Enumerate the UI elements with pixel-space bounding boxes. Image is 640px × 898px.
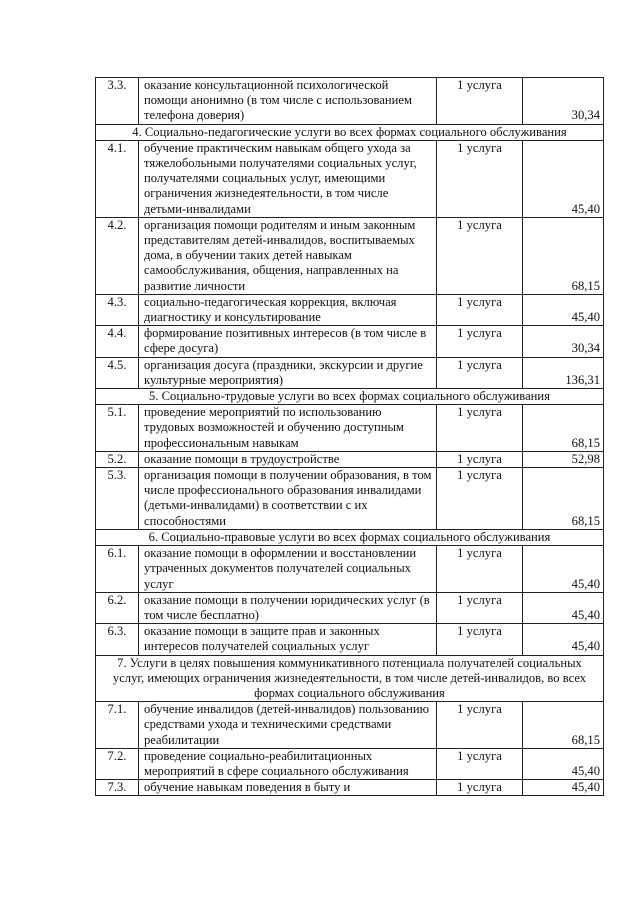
row-number: 5.2. bbox=[96, 451, 139, 467]
service-price: 30,34 bbox=[523, 326, 604, 357]
service-name: проведение социально-реабилитационных мероприятий в сфере социального обслуживания bbox=[139, 748, 437, 779]
row-number: 4.3. bbox=[96, 294, 139, 325]
service-price: 68,15 bbox=[523, 468, 604, 530]
table-row bbox=[96, 780, 604, 796]
service-name: оказание помощи в получении юридических услуг (в том числе бесплатно) bbox=[139, 592, 437, 623]
section-title: 7. Услуги в целях повышения коммуникативного потенциала получателей социальных услуг, имеющих ограничения жизнедеятельности, в том числе детей-инвалидов, во всех формах социального обслуживания bbox=[96, 655, 604, 702]
unit-of-service: 1 услуга bbox=[437, 780, 523, 796]
row-number: 4.1. bbox=[96, 140, 139, 217]
table-row bbox=[96, 78, 604, 125]
unit-of-service: 1 услуга bbox=[437, 326, 523, 357]
service-price: 45,40 bbox=[523, 592, 604, 623]
unit-of-service: 1 услуга bbox=[437, 702, 523, 749]
service-price: 68,15 bbox=[523, 217, 604, 294]
service-price: 68,15 bbox=[523, 405, 604, 452]
service-price: 68,15 bbox=[523, 702, 604, 749]
unit-of-service: 1 услуга bbox=[437, 357, 523, 388]
unit-of-service: 1 услуга bbox=[437, 140, 523, 217]
table-body bbox=[96, 78, 604, 796]
table-row bbox=[96, 405, 604, 452]
section-title: 6. Социально-правовые услуги во всех формах социального обслуживания bbox=[96, 529, 604, 545]
table-row bbox=[96, 624, 604, 655]
row-number: 5.3. bbox=[96, 468, 139, 530]
row-number: 7.2. bbox=[96, 748, 139, 779]
service-name: социально-педагогическая коррекция, включая диагностику и консультирование bbox=[139, 294, 437, 325]
table-row bbox=[96, 468, 604, 530]
service-name: формирование позитивных интересов (в том числе в сфере досуга) bbox=[139, 326, 437, 357]
row-number: 5.1. bbox=[96, 405, 139, 452]
service-price: 136,31 bbox=[523, 357, 604, 388]
unit-of-service: 1 услуга bbox=[437, 78, 523, 125]
row-number: 4.4. bbox=[96, 326, 139, 357]
service-name: обучение инвалидов (детей-инвалидов) пользованию средствами ухода и техническими средствами реабилитации bbox=[139, 702, 437, 749]
unit-of-service: 1 услуга bbox=[437, 294, 523, 325]
service-name: организация помощи в получении образования, в том числе профессионального образования инвалидами (детьми-инвалидами) в соответствии с их способностями bbox=[139, 468, 437, 530]
unit-of-service: 1 услуга bbox=[437, 748, 523, 779]
table-row bbox=[96, 748, 604, 779]
section-heading-row bbox=[96, 655, 604, 702]
service-name: оказание помощи в трудоустройстве bbox=[139, 451, 437, 467]
row-number: 4.2. bbox=[96, 217, 139, 294]
services-price-table bbox=[95, 77, 604, 796]
service-price: 52,98 bbox=[523, 451, 604, 467]
table-row bbox=[96, 702, 604, 749]
service-name: оказание консультационной психологической помощи анонимно (в том числе с использованием телефона доверия) bbox=[139, 78, 437, 125]
row-number: 3.3. bbox=[96, 78, 139, 125]
service-price: 45,40 bbox=[523, 294, 604, 325]
row-number: 6.3. bbox=[96, 624, 139, 655]
service-name: обучение практическим навыкам общего ухода за тяжелобольными получателями социальных услуг, получателями социальных услуг, имеющими ограничения жизнедеятельности, в том числе детьми-инвалидами bbox=[139, 140, 437, 217]
unit-of-service: 1 услуга bbox=[437, 468, 523, 530]
section-heading-row bbox=[96, 389, 604, 405]
service-price: 45,40 bbox=[523, 780, 604, 796]
row-number: 6.1. bbox=[96, 546, 139, 593]
service-name: оказание помощи в оформлении и восстановлении утраченных документов получателей социальных услуг bbox=[139, 546, 437, 593]
row-number: 7.1. bbox=[96, 702, 139, 749]
row-number: 6.2. bbox=[96, 592, 139, 623]
unit-of-service: 1 услуга bbox=[437, 405, 523, 452]
section-title: 4. Социально-педагогические услуги во всех формах социального обслуживания bbox=[96, 124, 604, 140]
table-row bbox=[96, 451, 604, 467]
service-name: организация досуга (праздники, экскурсии и другие культурные мероприятия) bbox=[139, 357, 437, 388]
section-heading-row bbox=[96, 124, 604, 140]
unit-of-service: 1 услуга bbox=[437, 451, 523, 467]
table-row bbox=[96, 217, 604, 294]
section-heading-row bbox=[96, 529, 604, 545]
table-row bbox=[96, 294, 604, 325]
table-row bbox=[96, 546, 604, 593]
service-price: 45,40 bbox=[523, 624, 604, 655]
service-name: проведение мероприятий по использованию трудовых возможностей и обучению доступным профессиональным навыкам bbox=[139, 405, 437, 452]
unit-of-service: 1 услуга bbox=[437, 592, 523, 623]
section-title: 5. Социально-трудовые услуги во всех формах социального обслуживания bbox=[96, 389, 604, 405]
table-row bbox=[96, 140, 604, 217]
service-name: обучение навыкам поведения в быту и bbox=[139, 780, 437, 796]
unit-of-service: 1 услуга bbox=[437, 217, 523, 294]
service-name: оказание помощи в защите прав и законных интересов получателей социальных услуг bbox=[139, 624, 437, 655]
row-number: 7.3. bbox=[96, 780, 139, 796]
service-price: 45,40 bbox=[523, 140, 604, 217]
row-number: 4.5. bbox=[96, 357, 139, 388]
service-price: 45,40 bbox=[523, 748, 604, 779]
table-row bbox=[96, 357, 604, 388]
table-row bbox=[96, 592, 604, 623]
service-name: организация помощи родителям и иным законным представителям детей-инвалидов, воспитываемых дома, в обучении таких детей навыкам самообслуживания, общения, направленных на развитие личности bbox=[139, 217, 437, 294]
service-price: 30,34 bbox=[523, 78, 604, 125]
unit-of-service: 1 услуга bbox=[437, 546, 523, 593]
unit-of-service: 1 услуга bbox=[437, 624, 523, 655]
table-row bbox=[96, 326, 604, 357]
service-price: 45,40 bbox=[523, 546, 604, 593]
